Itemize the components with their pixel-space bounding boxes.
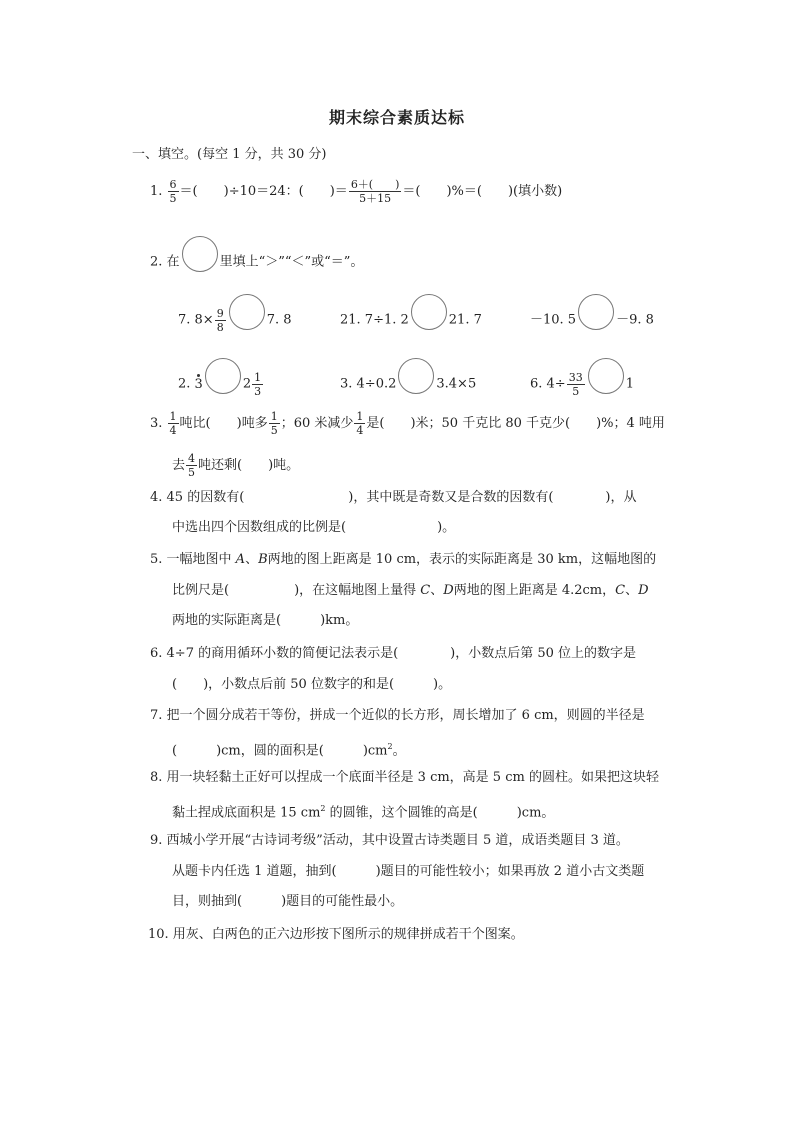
question-6: 6. 4÷7 的商用循环小数的简便记法表示是( )，小数点后第 50 位上的数字是 [150,646,637,661]
point-label: C [420,583,431,598]
separator: 、 [430,583,444,598]
question-text: ；60 米减少 [280,416,354,431]
fraction: $\frac{33}{5}$ [568,370,583,398]
question-3-continued [172,452,299,479]
question-10: 10. 用灰、白两色的正六边形按下图所示的规律拼成若干个图案。 [148,927,524,942]
expression: 21. 7 [448,312,482,328]
question-6-continued: ( )，小数点后前 50 位数字的和是( )。 [172,677,452,692]
repeating-digit: 3 [194,376,203,392]
expression: 3. 4÷0.2 [340,376,397,392]
compare-item [530,366,634,402]
question-text: ( )cm，圆的面积是( )cm [172,743,388,759]
compare-item [340,366,476,402]
expression: －9. 8 [616,312,654,328]
question-text: 。 [392,743,406,759]
page-title: 期末综合素质达标 [328,108,465,127]
question-5-continued: 两地的实际距离是( )km。 [172,613,359,628]
question-text: 的圆锥，这个圆锥的高是( )cm。 [325,805,555,821]
point-label: D [638,583,649,598]
question-text: 吨还剩( )吨。 [198,458,300,473]
expression: 6. 4÷ [530,376,566,392]
compare-item [530,302,654,338]
compare-item [340,302,482,338]
superscript: 2 [387,742,393,751]
question-5 [150,551,656,569]
question-text: 里填上“＞”“＜”或“＝”。 [219,254,364,270]
question-1 [150,178,562,205]
answer-circle[interactable] [182,236,218,272]
question-2 [150,244,363,280]
superscript: 2 [320,804,326,813]
answer-circle[interactable] [205,358,241,394]
question-number: 1. [150,184,163,199]
fraction: $\frac{1}{4}$ [356,410,364,437]
fraction: $\frac{6}{5}$ [169,178,177,205]
question-4-continued: 中选出四个因数组成的比例是( )。 [172,520,456,535]
fraction: $\frac{1}{4}$ [169,410,177,437]
question-9: 9. 西城小学开展“古诗词考级”活动，其中设置古诗类题目 5 道，成语类题目 3 道。 [150,833,629,848]
expression: 7. 8× [178,312,214,328]
question-8: 8. 用一块轻黏土正好可以捏成一个底面半径是 3 cm，高是 5 cm 的圆柱。如果把这块轻 [150,770,659,785]
question-4: 4. 45 的因数有( )，其中既是奇数又是合数的因数有( )，从 [150,490,637,505]
separator: 、 [625,583,639,598]
question-text: 黏土捏成底面积是 15 cm [172,805,321,821]
point-label: B [258,552,268,567]
question-7-continued [172,738,406,760]
question-text: 吨比( )吨多 [179,416,268,431]
fraction: $\frac{6+( )}{5+15}$ [350,178,400,205]
question-text: 去 [172,458,186,473]
question-text: 两地的图上距离是 10 cm，表示的实际距离是 30 km，这幅地图的 [267,552,657,567]
expression: 21. 7÷1. 2 [340,312,409,328]
expression: 1 [625,376,634,392]
compare-item [178,366,264,402]
point-label: D [443,583,454,598]
question-number: 2. [150,254,163,270]
question-7: 7. 把一个圆分成若干等份，拼成一个近似的长方形，周长增加了 6 cm，则圆的半径是 [150,708,645,723]
expression: 7. 8 [266,312,292,328]
question-text: 5. 一幅地图中 [150,552,236,567]
expression: 2 [242,376,252,392]
answer-circle[interactable] [398,358,434,394]
question-text: 是( )米；50 千克比 80 千克少( )%；4 吨用 [366,416,665,431]
section-heading: 一、填空。(每空 1 分，共 30 分) [132,147,327,162]
question-number: 3. [150,416,163,431]
fraction: $\frac{9}{8}$ [216,306,224,334]
question-text: 在 [166,254,180,270]
question-text: 比例尺是( )，在这幅地图上量得 [172,583,421,598]
question-5-continued [172,582,649,600]
expression: －10. 5 [530,312,577,328]
point-label: A [235,552,246,567]
point-label: C [615,583,626,598]
question-text: ＝( )÷10＝24：( )＝ [179,184,348,199]
question-9-continued: 从题卡内任选 1 道题，抽到( )题目的可能性较小；如果再放 2 道小古文类题 [172,864,645,879]
compare-item [178,302,292,338]
fraction: $\frac{1}{3}$ [254,370,262,398]
fraction: $\frac{1}{5}$ [270,410,278,437]
question-8-continued [172,800,554,822]
question-text: ＝( )%＝( )(填小数) [402,184,563,199]
answer-circle[interactable] [588,358,624,394]
answer-circle[interactable] [578,294,614,330]
answer-circle[interactable] [411,294,447,330]
fraction: $\frac{4}{5}$ [188,452,196,479]
expression: 2. [178,376,191,392]
question-3 [150,410,665,437]
expression: 3.4×5 [436,376,477,392]
question-text: 两地的图上距离是 4.2cm， [453,583,616,598]
answer-circle[interactable] [229,294,265,330]
separator: 、 [245,552,259,567]
question-9-continued: 目，则抽到( )题目的可能性最小。 [172,894,404,909]
